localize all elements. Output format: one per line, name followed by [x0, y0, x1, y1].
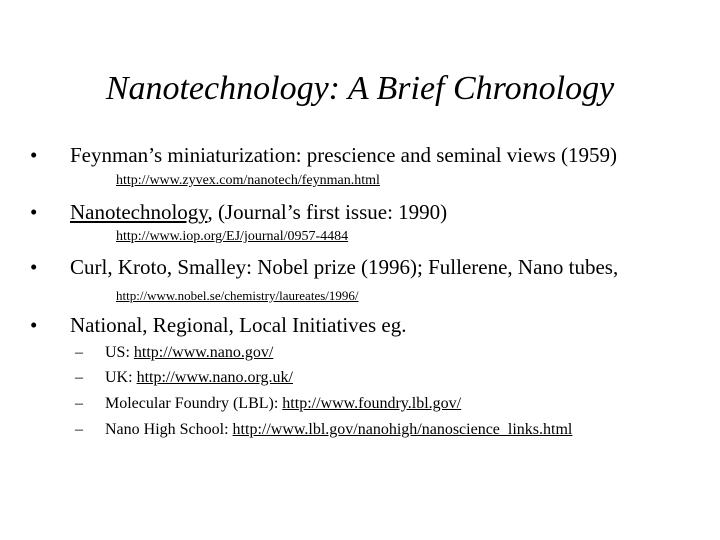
- dash-icon: –: [75, 395, 83, 412]
- dash-icon: –: [75, 369, 83, 386]
- bullet-initiatives: [30, 311, 406, 339]
- bullet-icon: •: [30, 200, 38, 224]
- subitem-nanohigh: [75, 420, 572, 440]
- bullet-text: National, Regional, Local Initiatives eg.: [70, 313, 407, 337]
- bullet-text: Curl, Kroto, Smalley: Nobel prize (1996); Fullerene, Nano tubes,: [70, 255, 619, 279]
- subitem-label: Molecular Foundry (LBL):: [105, 395, 283, 412]
- subitem-us: [75, 343, 273, 363]
- subitem-label: US:: [105, 344, 134, 361]
- dash-icon: –: [75, 421, 83, 438]
- subitem-foundry: [75, 394, 461, 414]
- bullet-text: , (Journal’s first issue: 1990): [207, 200, 448, 224]
- subitem-link[interactable]: http://www.foundry.lbl.gov/: [282, 395, 462, 412]
- link-journal[interactable]: http://www.iop.org/EJ/journal/0957-4484: [116, 229, 349, 244]
- subitem-link[interactable]: http://www.nano.gov/: [133, 344, 274, 361]
- bullet-feynman: [30, 141, 617, 169]
- subitem-link[interactable]: http://www.nano.org.uk/: [136, 369, 293, 386]
- journal-name[interactable]: Nanotechnology: [70, 200, 208, 224]
- bullet-icon: •: [30, 313, 38, 337]
- dash-icon: –: [75, 344, 83, 361]
- bullet-text: Feynman’s miniaturization: prescience and seminal views (1959): [70, 143, 618, 167]
- bullet-icon: •: [30, 255, 38, 279]
- bullet-journal: [30, 198, 447, 226]
- subitem-uk: [75, 368, 293, 388]
- subitem-link[interactable]: http://www.lbl.gov/nanohigh/nanoscience_links.html: [232, 421, 573, 438]
- link-feynman[interactable]: http://www.zyvex.com/nanotech/feynman.html: [116, 173, 380, 188]
- subitem-label: Nano High School:: [105, 421, 233, 438]
- subitem-label: UK:: [105, 369, 137, 386]
- slide-title: Nanotechnology: A Brief Chronology: [105, 70, 615, 107]
- bullet-nobel: [30, 253, 618, 281]
- bullet-icon: •: [30, 143, 38, 167]
- link-nobel[interactable]: http://www.nobel.se/chemistry/laureates/1996/: [116, 288, 359, 303]
